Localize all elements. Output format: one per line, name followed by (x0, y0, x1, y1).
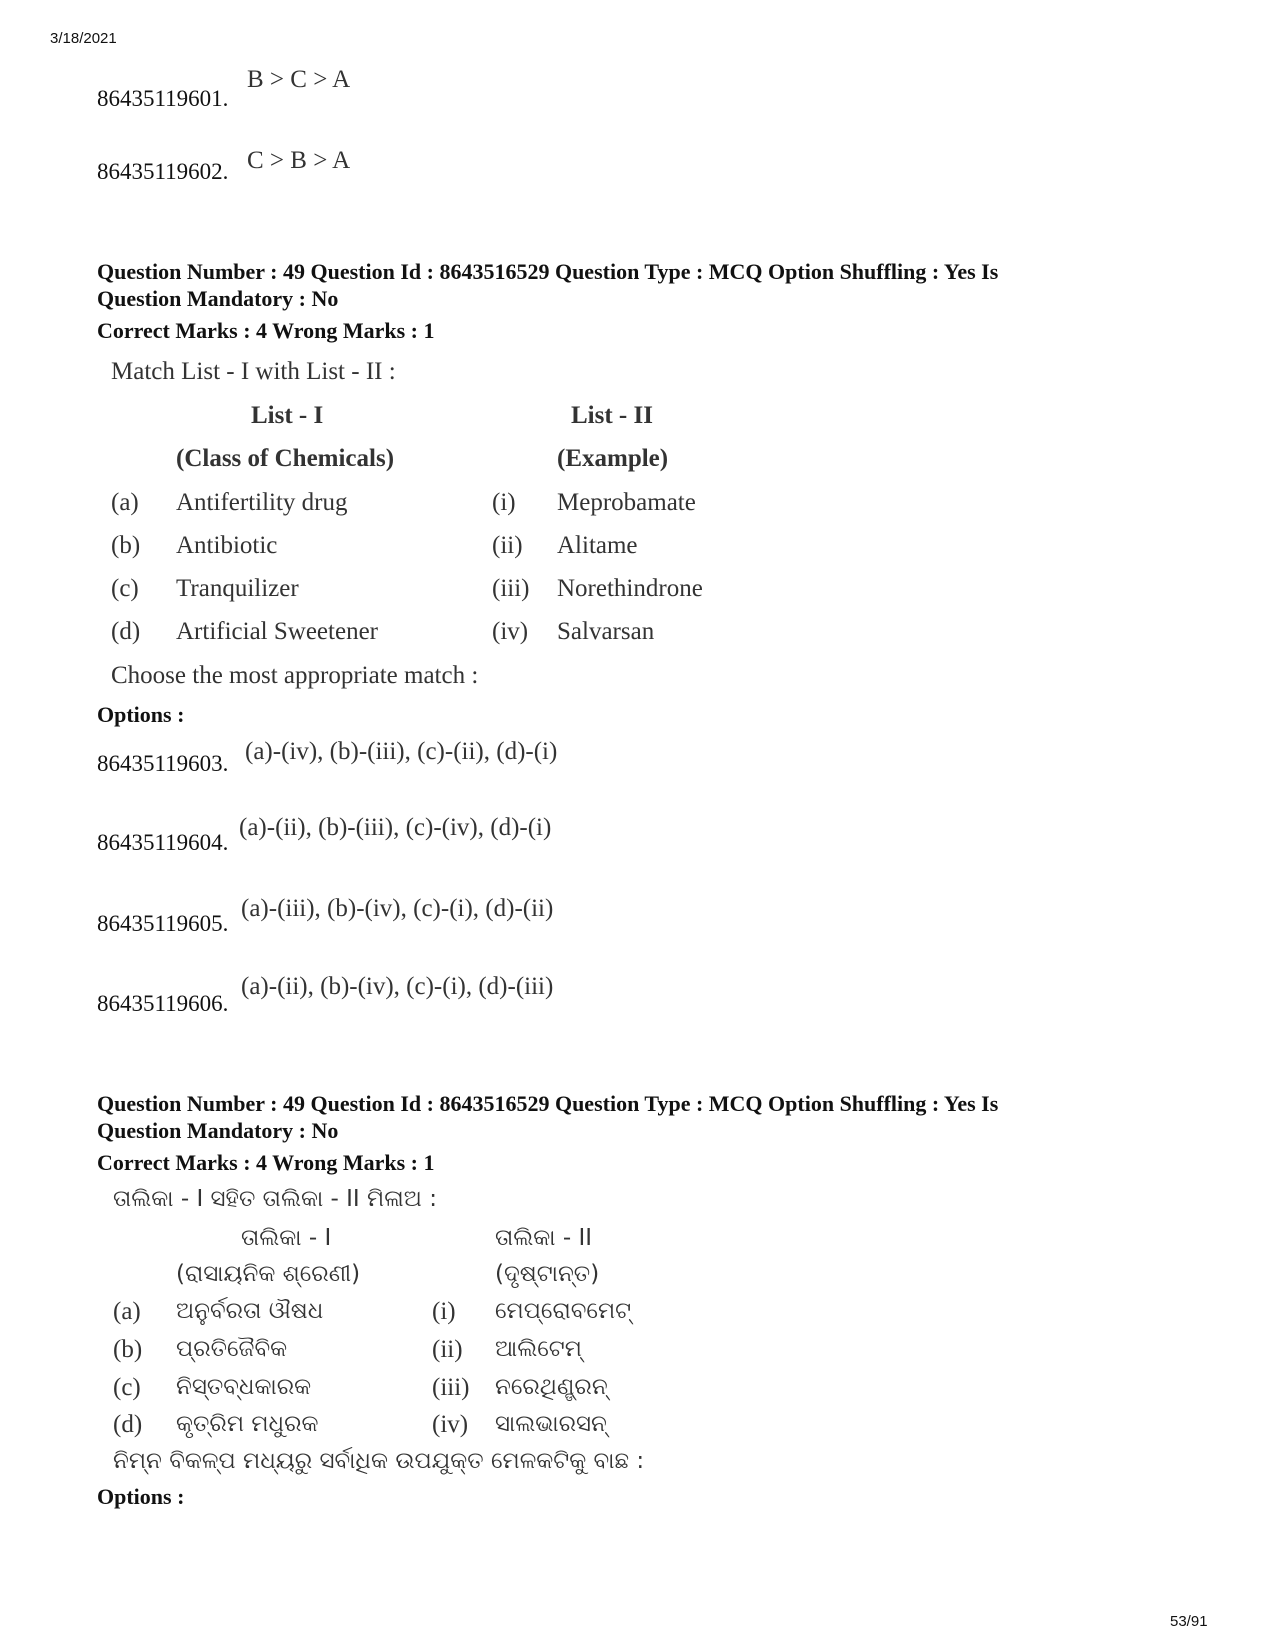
question-header-line1: Question Number : 49 Question Id : 8643516529 Question Type : MCQ Option Shuffling : Yes Is (97, 1091, 999, 1116)
list1-label: (b) (113, 1336, 143, 1363)
list2-item: Meprobamate (557, 489, 696, 516)
list2-item: Salvarsan (557, 618, 655, 645)
list2-item: Alitame (557, 532, 638, 559)
question-marks: Correct Marks : 4 Wrong Marks : 1 (97, 318, 435, 343)
list2-item: ସାଲଭାରସନ୍ (495, 1411, 607, 1437)
list2-subtitle: (Example) (557, 445, 669, 472)
page-number: 53/91 (1170, 1613, 1208, 1630)
list1-label: (b) (111, 532, 141, 559)
question-instruction: ତାଲିକା - I ସହିତ ତାଲିକା - II ମିଳାଅ : (113, 1186, 437, 1212)
list2-label: (i) (432, 1298, 456, 1325)
question-header-line1: Question Number : 49 Question Id : 8643516529 Question Type : MCQ Option Shuffling : Yes Is (97, 259, 999, 284)
print-date: 3/18/2021 (50, 30, 117, 47)
question-marks: Correct Marks : 4 Wrong Marks : 1 (97, 1150, 435, 1175)
list1-item: Antibiotic (176, 532, 278, 559)
list2-label: (iii) (492, 575, 530, 602)
list2-label: (ii) (492, 532, 523, 559)
list1-subtitle: (Class of Chemicals) (176, 445, 395, 472)
question-header-line2: Question Mandatory : No (97, 1118, 339, 1143)
list1-label: (a) (111, 489, 139, 516)
options-label: Options : (97, 1484, 185, 1509)
question-instruction: Match List - I with List - II : (111, 358, 396, 385)
option-text: (a)-(iii), (b)-(iv), (c)-(i), (d)-(ii) (241, 895, 554, 922)
option-text: (a)-(ii), (b)-(iv), (c)-(i), (d)-(iii) (241, 973, 554, 1000)
option-text: (a)-(ii), (b)-(iii), (c)-(iv), (d)-(i) (239, 814, 552, 841)
list2-label: (iii) (432, 1374, 470, 1401)
list1-item: ପ୍ରତିଜୈବିକ (176, 1336, 288, 1362)
list1-subtitle: (ରାସାୟନିକ ଶ୍ରେଣୀ) (176, 1261, 361, 1287)
list1-item: କୃତ୍ରିମ ମଧୁରକ (176, 1411, 319, 1437)
option-id: 86435119601. (97, 86, 229, 111)
list1-label: (c) (111, 575, 139, 602)
list1-item: Antifertility drug (176, 489, 348, 516)
list2-label: (i) (492, 489, 516, 516)
option-id: 86435119606. (97, 991, 229, 1016)
question-prompt: Choose the most appropriate match : (111, 662, 479, 689)
list1-label: (d) (111, 618, 141, 645)
option-text: (a)-(iv), (b)-(iii), (c)-(ii), (d)-(i) (245, 738, 558, 765)
list1-item: ନିସ୍ତବ୍ଧକାରକ (176, 1374, 312, 1400)
option-text: C > B > A (247, 147, 351, 174)
list2-item: ନରେଥିଣ୍ଡ୍ରନ୍ (495, 1374, 608, 1400)
option-id: 86435119605. (97, 911, 229, 936)
question-header-line2: Question Mandatory : No (97, 286, 339, 311)
list2-label: (iv) (492, 618, 529, 645)
list2-item: Norethindrone (557, 575, 703, 602)
option-text: B > C > A (247, 66, 351, 93)
list2-label: (ii) (432, 1336, 463, 1363)
list2-item: ଆଲିଟେମ୍ (495, 1336, 582, 1362)
list2-title: ତାଲିକା - II (495, 1225, 593, 1251)
list1-label: (c) (113, 1374, 141, 1401)
list1-label: (d) (113, 1411, 143, 1438)
list2-label: (iv) (432, 1411, 469, 1438)
list1-title: ତାଲିକା - I (241, 1225, 332, 1251)
list2-title: List - II (571, 402, 653, 429)
list1-item: ଅନୁର୍ବରତା ଔଷଧ (176, 1298, 324, 1324)
list1-item: Artificial Sweetener (176, 618, 378, 645)
list1-item: Tranquilizer (176, 575, 299, 602)
list1-title: List - I (251, 402, 324, 429)
options-label: Options : (97, 702, 185, 727)
option-id: 86435119604. (97, 830, 229, 855)
list2-item: ମେପ୍ରୋବମେଟ୍ (495, 1298, 632, 1324)
question-prompt: ନିମ୍ନ ବିକଳ୍ପ ମଧ୍ୟରୁ ସର୍ବାଧିକ ଉପଯୁକ୍ତ ମେଳକଟିକୁ ବାଛ : (113, 1448, 645, 1474)
option-id: 86435119602. (97, 159, 229, 184)
list2-subtitle: (ଦୃଷ୍ଟାନ୍ତ) (495, 1261, 600, 1287)
option-id: 86435119603. (97, 751, 229, 776)
list1-label: (a) (113, 1298, 141, 1325)
